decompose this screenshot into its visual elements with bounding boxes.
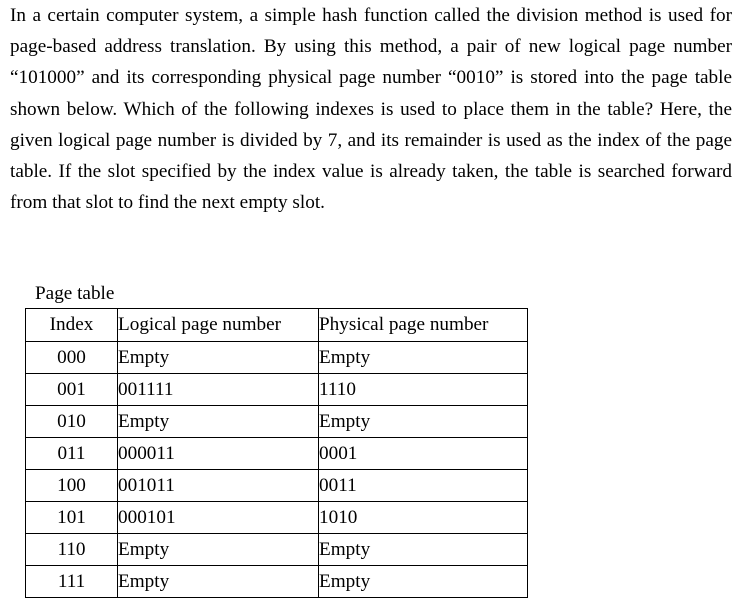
cell-index: 110 [26, 534, 118, 566]
table-row [26, 566, 528, 598]
table-caption: Page table [35, 283, 115, 304]
cell-physical-page-number: Empty [319, 566, 528, 598]
table-row [26, 502, 528, 534]
cell-physical-page-number: Empty [319, 406, 528, 438]
cell-logical-page-number: 001111 [118, 374, 319, 406]
cell-index: 010 [26, 406, 118, 438]
cell-physical-page-number: 0001 [319, 438, 528, 470]
page-table [25, 308, 528, 598]
cell-index: 001 [26, 374, 118, 406]
cell-index: 101 [26, 502, 118, 534]
table-row [26, 534, 528, 566]
cell-logical-page-number: Empty [118, 406, 319, 438]
header-index: Index [26, 309, 118, 342]
cell-index: 100 [26, 470, 118, 502]
cell-logical-page-number: 000011 [118, 438, 319, 470]
cell-logical-page-number: 001011 [118, 470, 319, 502]
cell-physical-page-number: Empty [319, 534, 528, 566]
cell-logical-page-number: Empty [118, 566, 319, 598]
table-row [26, 470, 528, 502]
header-physical-page-number: Physical page number [319, 309, 528, 342]
table-header-row [26, 309, 528, 342]
cell-logical-page-number: Empty [118, 534, 319, 566]
cell-physical-page-number: 1010 [319, 502, 528, 534]
cell-index: 111 [26, 566, 118, 598]
cell-index: 000 [26, 342, 118, 374]
cell-physical-page-number: 1110 [319, 374, 528, 406]
header-logical-page-number: Logical page number [118, 309, 319, 342]
cell-logical-page-number: 000101 [118, 502, 319, 534]
question-text: In a certain computer system, a simple hash function called the division method is used for page-based address translation. By using this method, a pair of new logical page number “101000” and its corresponding physical page number “0010” is stored into the page table shown below. Which of the following indexes is used to place them in the table? Here, the given logical page number is divided by 7, and its remainder is used as the index of the page table. If the slot specified by the index value is already taken, the table is searched forward from that slot to find the next empty slot. [10, 5, 732, 214]
cell-index: 011 [26, 438, 118, 470]
cell-physical-page-number: Empty [319, 342, 528, 374]
cell-physical-page-number: 0011 [319, 470, 528, 502]
table-row [26, 406, 528, 438]
table-row [26, 438, 528, 470]
table-row [26, 374, 528, 406]
cell-logical-page-number: Empty [118, 342, 319, 374]
table-row [26, 342, 528, 374]
